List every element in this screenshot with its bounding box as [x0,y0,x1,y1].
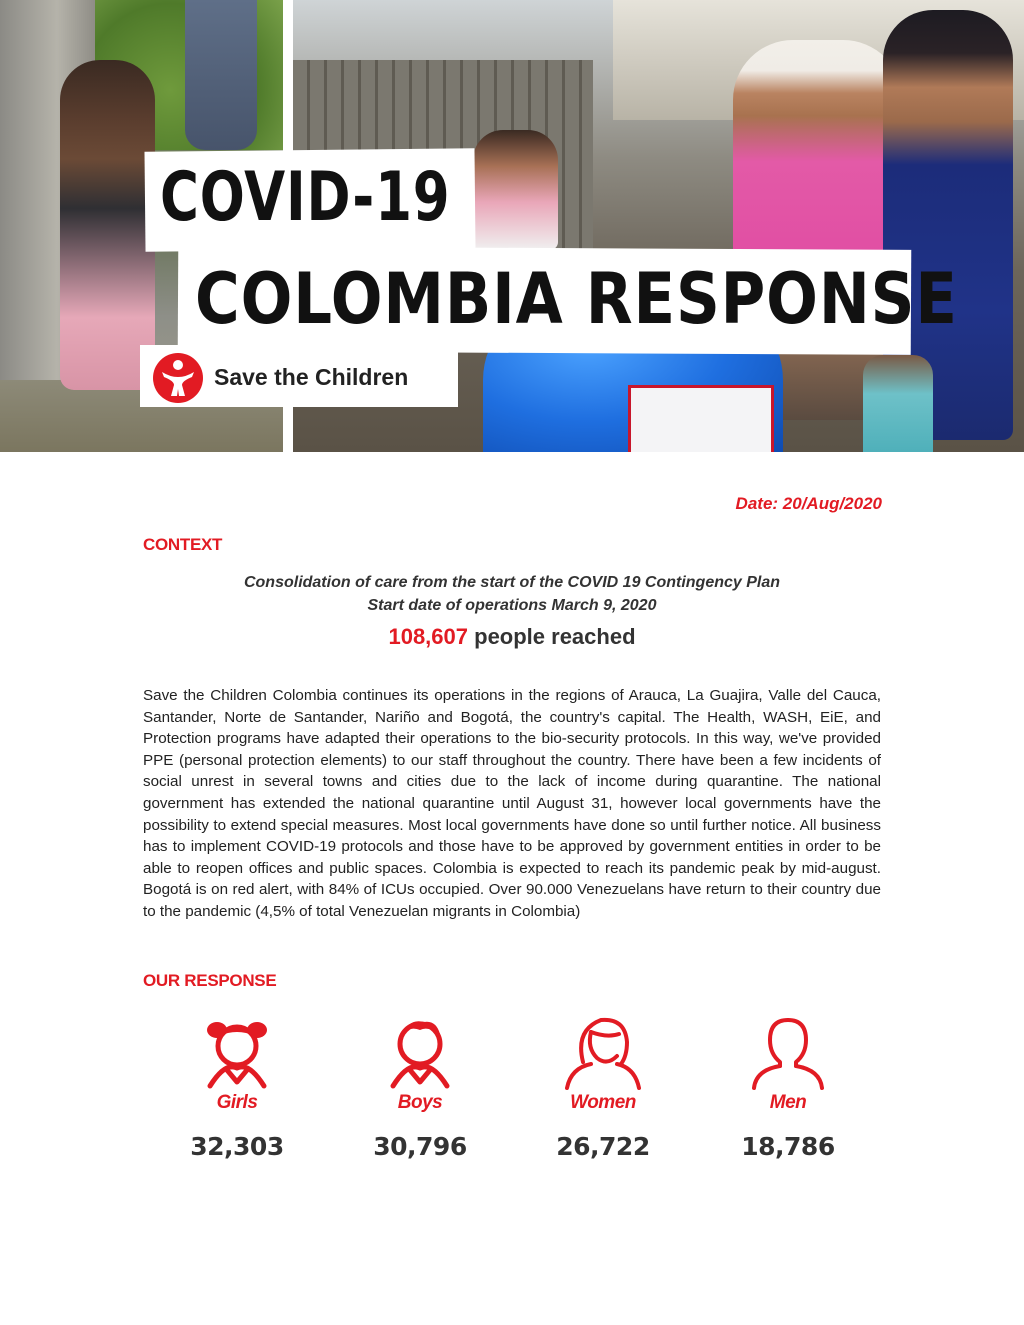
people-reached-label: people reached [474,624,636,649]
stat-men-value: 18,786 [741,1132,835,1161]
stat-boys-value: 30,796 [373,1132,467,1161]
context-paragraph: Save the Children Colombia continues its operations in the regions of Arauca, La Guajira, Valle del Cauca, Santander, Norte de Santander, Nariño and Bogotá, the country's capital. The Health, WASH, EiE, and Protection programs have adapted their operations to the bio-security protocols. In this way, we've provided PPE (personal protection elements) to our staff throughout the country. There have been a few incidents of social unrest in several towns and cities due to the lack of income during quarantine. The national government has extended the national quarantine until August 31, however local governments have the possibility to extend special measures. Most local governments have done so until further notice. All business has to implement COVID-19 protocols and those have to be approved by government entities in order to be able to reopen offices and public spaces. Colombia is expected to reach its pandemic peak by mid-august. Bogotá is on red alert, with 84% of ICUs occupied. Over 90.000 Venezuelans have return to their country due to the pandemic (4,5% of total Venezuelan migrants in Colombia) [143,687,881,920]
woman-icon [561,1010,645,1090]
boy-icon [380,1010,460,1090]
context-heading: CONTEXT [143,535,223,554]
hero-title-line1: COVID-19 [160,158,451,237]
people-reached [0,624,1024,650]
girl-icon [197,1010,277,1090]
stat-men-label: Men [769,1092,807,1113]
stat-boys-label: Boys [397,1092,443,1113]
org-name: Save the Children [214,364,409,390]
context-subtitle-1: Consolidation of care from the start of the COVID 19 Contingency Plan [243,574,781,591]
stat-men [698,1010,878,1161]
man-icon [746,1010,830,1090]
people-reached-number: 108,607 [388,624,468,649]
response-heading: OUR RESPONSE [143,971,277,990]
stat-girls [147,1010,327,1161]
hero-title-line2: COLOMBIA RESPONSE [195,258,958,340]
context-subtitle-2: Start date of operations March 9, 2020 [367,597,657,614]
hero-banner [0,0,1024,452]
stat-girls-value: 32,303 [190,1132,284,1161]
stat-boys [330,1010,510,1161]
save-the-children-logo-icon [152,352,204,404]
report-date: Date: 20/Aug/2020 [735,494,882,513]
stat-women-label: Women [570,1092,636,1113]
stat-girls-label: Girls [216,1092,258,1113]
stat-women [513,1010,693,1161]
stat-women-value: 26,722 [556,1132,650,1161]
